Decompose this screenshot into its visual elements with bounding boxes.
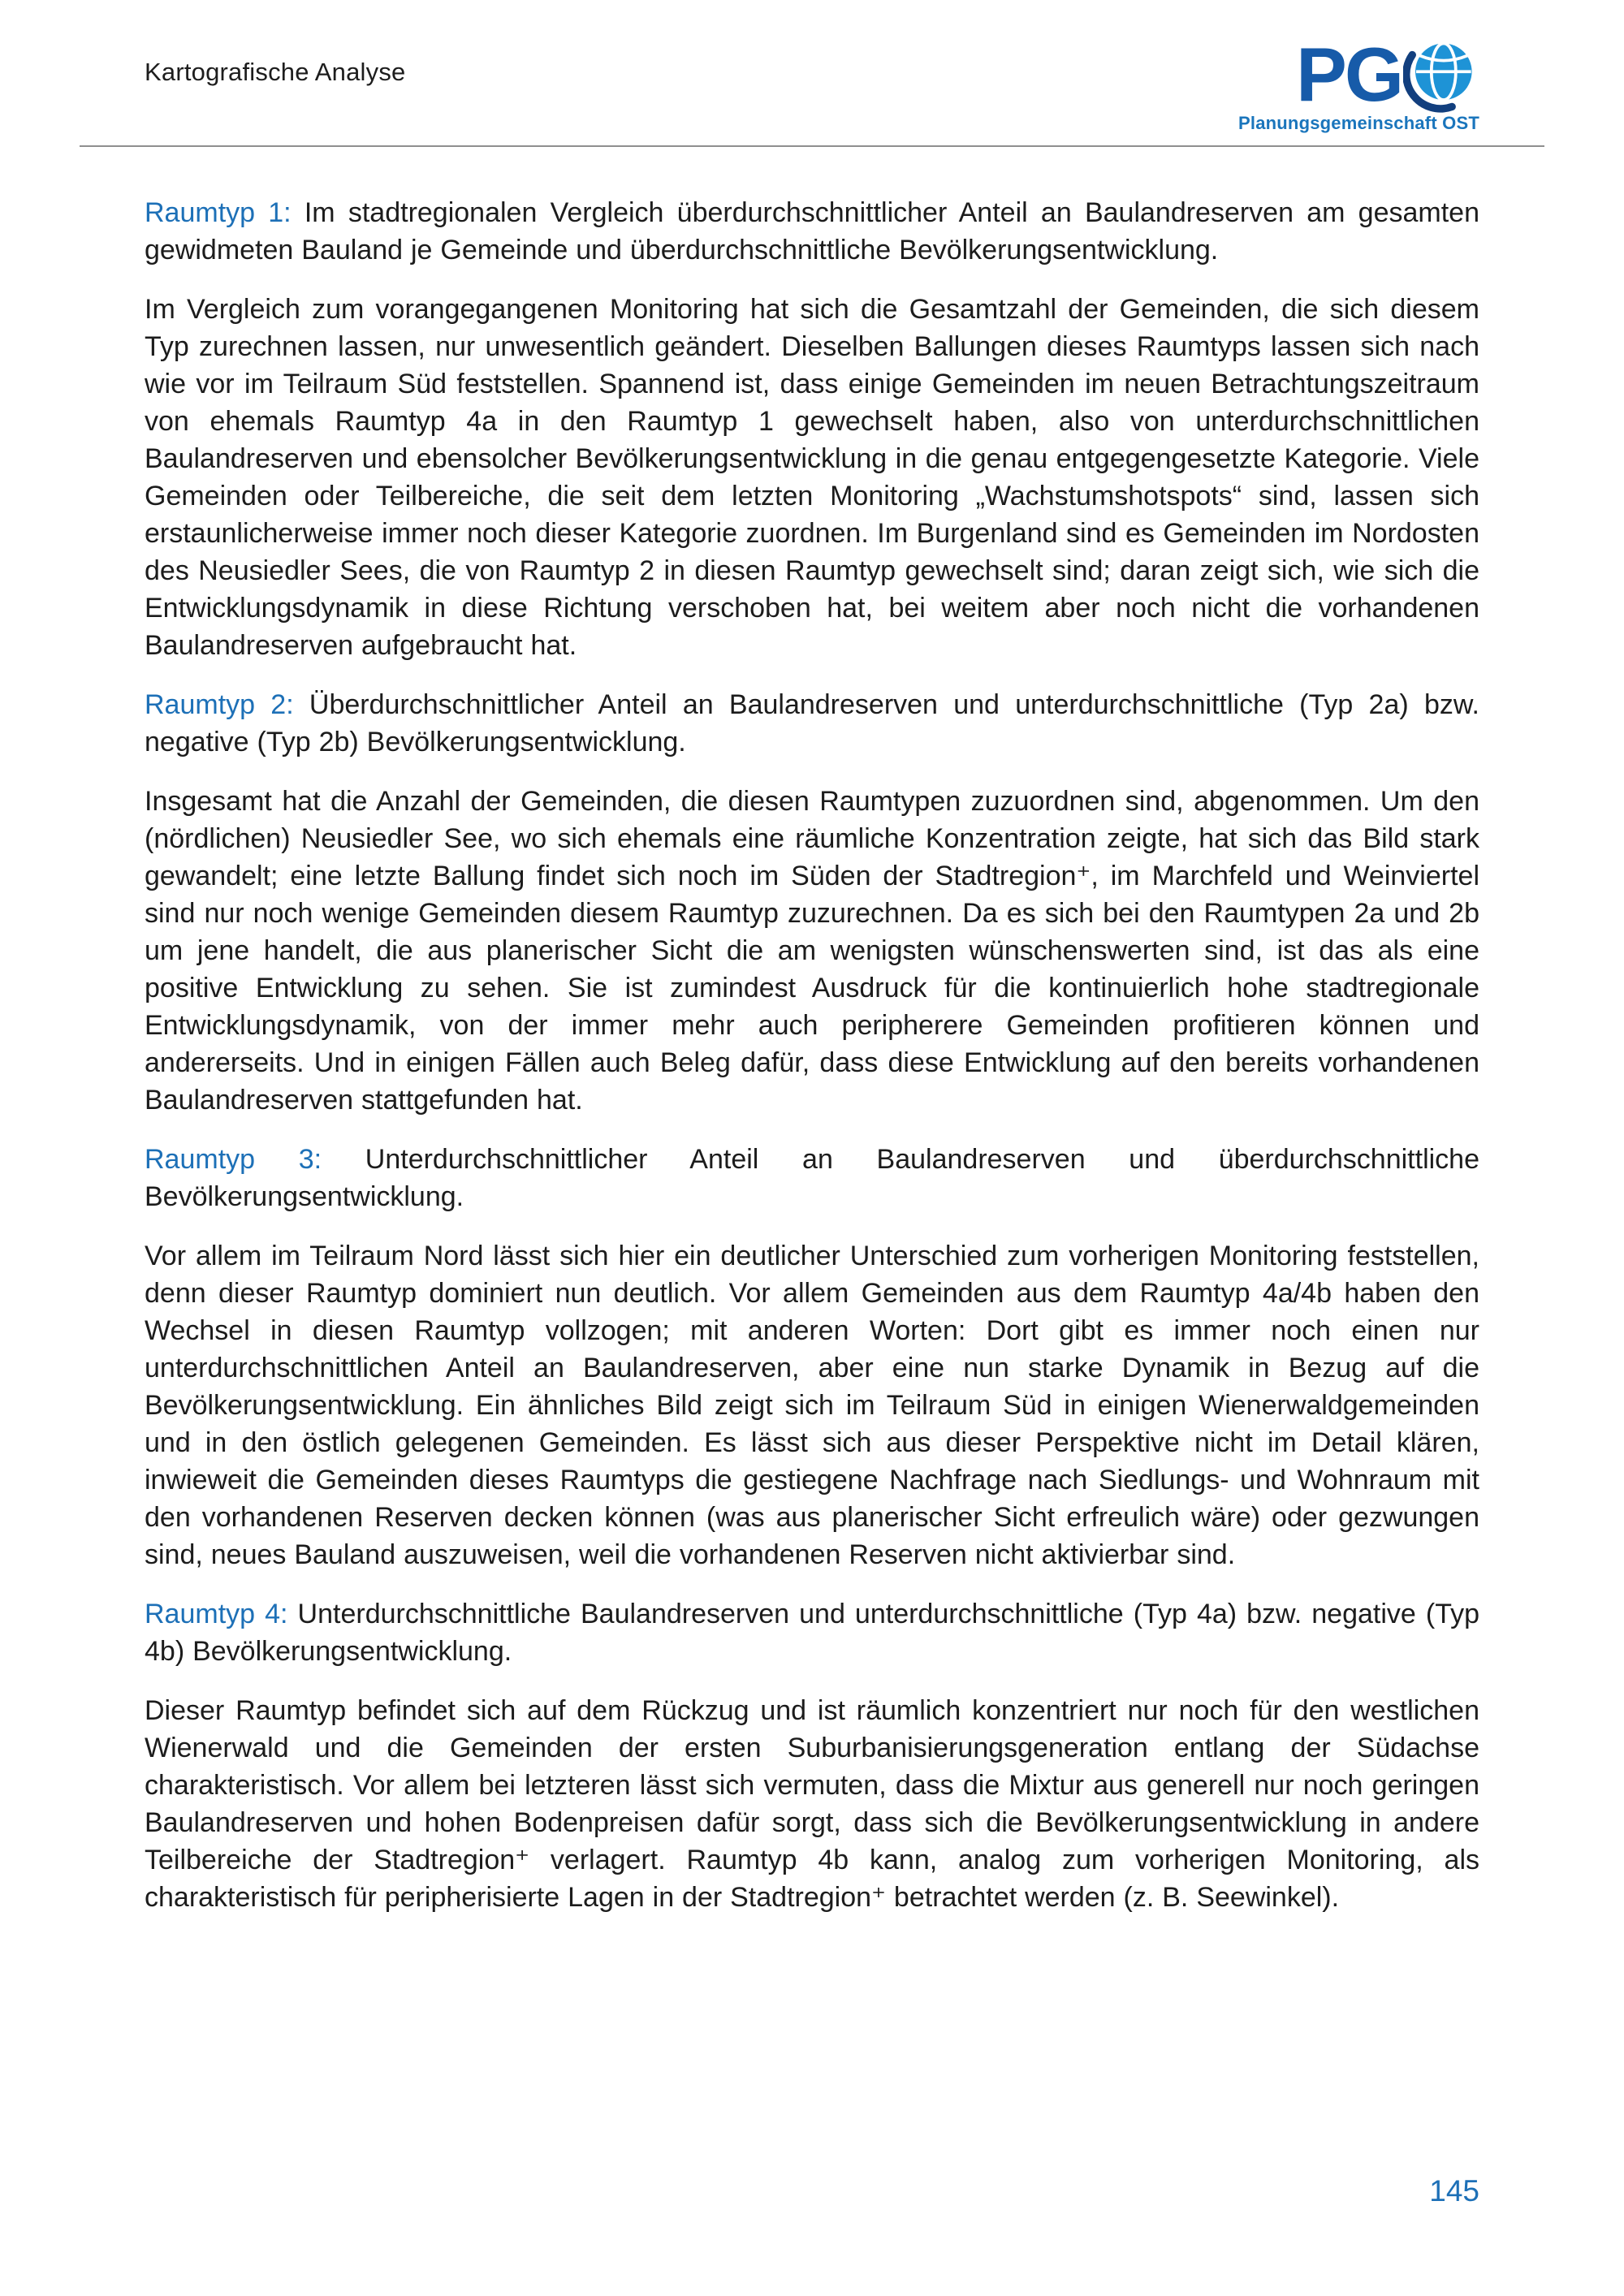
raumtyp-1-label: Raumtyp 1: xyxy=(145,197,292,228)
header-title: Kartografische Analyse xyxy=(145,58,406,86)
raumtyp-3-body: Vor allem im Teilraum Nord lässt sich hier ein deutlicher Unterschied zum vorherigen Monitoring feststellen, denn dieser Raumtyp dominiert nun deutlich. Vor allem Gemeinden aus dem Raumtyp 4a/4b haben den Wechsel in diesen Raumtyp vollzogen; mit anderen Worten: Dort gibt es immer noch einen nur unterdurchschnittlichen Anteil an Baulandreserven, aber eine nun starke Dynamik in Bezug auf die Bevölkerungsentwicklung. Ein ähnliches Bild zeigt sich im Teilraum Süd in einigen Wienerwaldgemeinden und in den östlich gelegenen Gemeinden. Es lässt sich aus dieser Perspektive nicht im Detail klären, inwieweit die Gemeinden dieses Raumtyps die gestiegene Nachfrage nach Siedlungs- und Wohnraum mit den vorhandenen Reserven decken können (was aus planerischer Sicht erfreulich wäre) oder gezwungen sind, neues Bauland auszuweisen, weil die vorhandenen Reserven nicht aktivierbar sind. xyxy=(145,1241,1479,1570)
raumtyp-1-lead-text: Im stadtregionalen Vergleich überdurchschnittlicher Anteil an Baulandreserven am gesamten gewidmeten Bauland je Gemeinde und überdurchschnittliche Bevölkerungsentwicklung. xyxy=(145,197,1479,265)
page-header xyxy=(0,0,1624,147)
logo-org-name: Planungsgemeinschaft OST xyxy=(1238,113,1479,133)
raumtyp-2-label: Raumtyp 2: xyxy=(145,689,294,720)
section-raumtyp-3 xyxy=(145,1141,1479,1573)
globe-icon xyxy=(1403,37,1479,113)
section-raumtyp-2 xyxy=(145,686,1479,1119)
raumtyp-4-heading xyxy=(145,1595,1479,1670)
raumtyp-4-body: Dieser Raumtyp befindet sich auf dem Rückzug und ist räumlich konzentriert nur noch für den westlichen Wienerwald und die Gemeinden der ersten Suburbanisierungsgeneration entlang der Südachse charakteristisch. Vor allem bei letzteren lässt sich vermuten, dass die Mixtur aus generell nur noch geringen Baulandreserven und hohen Bodenpreisen dafür sorgt, dass sich die Bevölkerungsentwicklung in andere Teilbereiche der Stadtregion⁺ verlagert. Raumtyp 4b kann, analog zum vorherigen Monitoring, als charakteristisch für peripherisierte Lagen in der Stadtregion⁺ betrachtet werden (z. B. Seewinkel). xyxy=(145,1695,1479,1913)
section-raumtyp-1 xyxy=(145,194,1479,664)
raumtyp-3-lead-text: Unterdurchschnittlicher Anteil an Baulandreserven und überdurchschnittliche Bevölkerungsentwicklung. xyxy=(145,1144,1479,1212)
section-raumtyp-4 xyxy=(145,1595,1479,1916)
raumtyp-4-label: Raumtyp 4: xyxy=(145,1599,288,1629)
raumtyp-3-heading xyxy=(145,1141,1479,1215)
raumtyp-3-label: Raumtyp 3: xyxy=(145,1144,322,1175)
page-number: 145 xyxy=(1429,2174,1479,2208)
logo-wordmark: PG xyxy=(1296,32,1402,118)
page-body xyxy=(0,147,1624,1916)
raumtyp-2-body: Insgesamt hat die Anzahl der Gemeinden, die diesen Raumtypen zuzuordnen sind, abgenommen. Um den (nördlichen) Neusiedler See, wo sich ehemals eine räumliche Konzentration zeigte, hat sich das Bild stark gewandelt; eine letzte Ballung findet sich noch im Süden der Stadtregion⁺, im Marchfeld und Weinviertel sind nur noch wenige Gemeinden diesem Raumtyp zuzurechnen. Da es sich bei den Raumtypen 2a und 2b um jene handelt, die aus planerischer Sicht die am wenigsten wünschenswerten sind, ist das als eine positive Entwicklung zu sehen. Sie ist zumindest Ausdruck für die kontinuierlich hohe stadtregionale Entwicklungsdynamik, von der immer mehr auch peripherere Gemeinden profitieren können und andererseits. Und in einigen Fällen auch Beleg dafür, dass diese Entwicklung auf den bereits vorhandenen Baulandreserven stattgefunden hat. xyxy=(145,786,1479,1116)
raumtyp-1-heading xyxy=(145,194,1479,269)
raumtyp-1-body: Im Vergleich zum vorangegangenen Monitoring hat sich die Gesamtzahl der Gemeinden, die sich diesem Typ zurechnen lassen, nur unwesentlich geändert. Dieselben Ballungen dieses Raumtyps lassen sich nach wie vor im Teilraum Süd feststellen. Spannend ist, dass einige Gemeinden im neuen Betrachtungszeitraum von ehemals Raumtyp 4a in den Raumtyp 1 gewechselt haben, also von unterdurchschnittlichen Baulandreserven und ebensolcher Bevölkerungsentwicklung in die genau entgegengesetzte Kategorie. Viele Gemeinden oder Teilbereiche, die seit dem letzten Monitoring „Wachstumshotspots“ sind, lassen sich erstaunlicherweise immer noch dieser Kategorie zuordnen. Im Burgenland sind es Gemeinden im Nordosten des Neusiedler Sees, die von Raumtyp 2 in diesen Raumtyp gewechselt sind; daran zeigt sich, wie sich die Entwicklungsdynamik in diese Richtung verschoben hat, bei weitem aber noch nicht die vorhandenen Baulandreserven aufgebraucht hat. xyxy=(145,294,1479,661)
raumtyp-4-lead-text: Unterdurchschnittliche Baulandreserven und unterdurchschnittliche (Typ 4a) bzw. negative (Typ 4b) Bevölkerungsentwicklung. xyxy=(145,1599,1479,1667)
raumtyp-2-lead-text: Überdurchschnittlicher Anteil an Baulandreserven und unterdurchschnittliche (Typ 2a) bzw. negative (Typ 2b) Bevölkerungsentwicklung. xyxy=(145,689,1479,757)
raumtyp-2-heading xyxy=(145,686,1479,761)
pgo-logo xyxy=(1238,32,1479,134)
